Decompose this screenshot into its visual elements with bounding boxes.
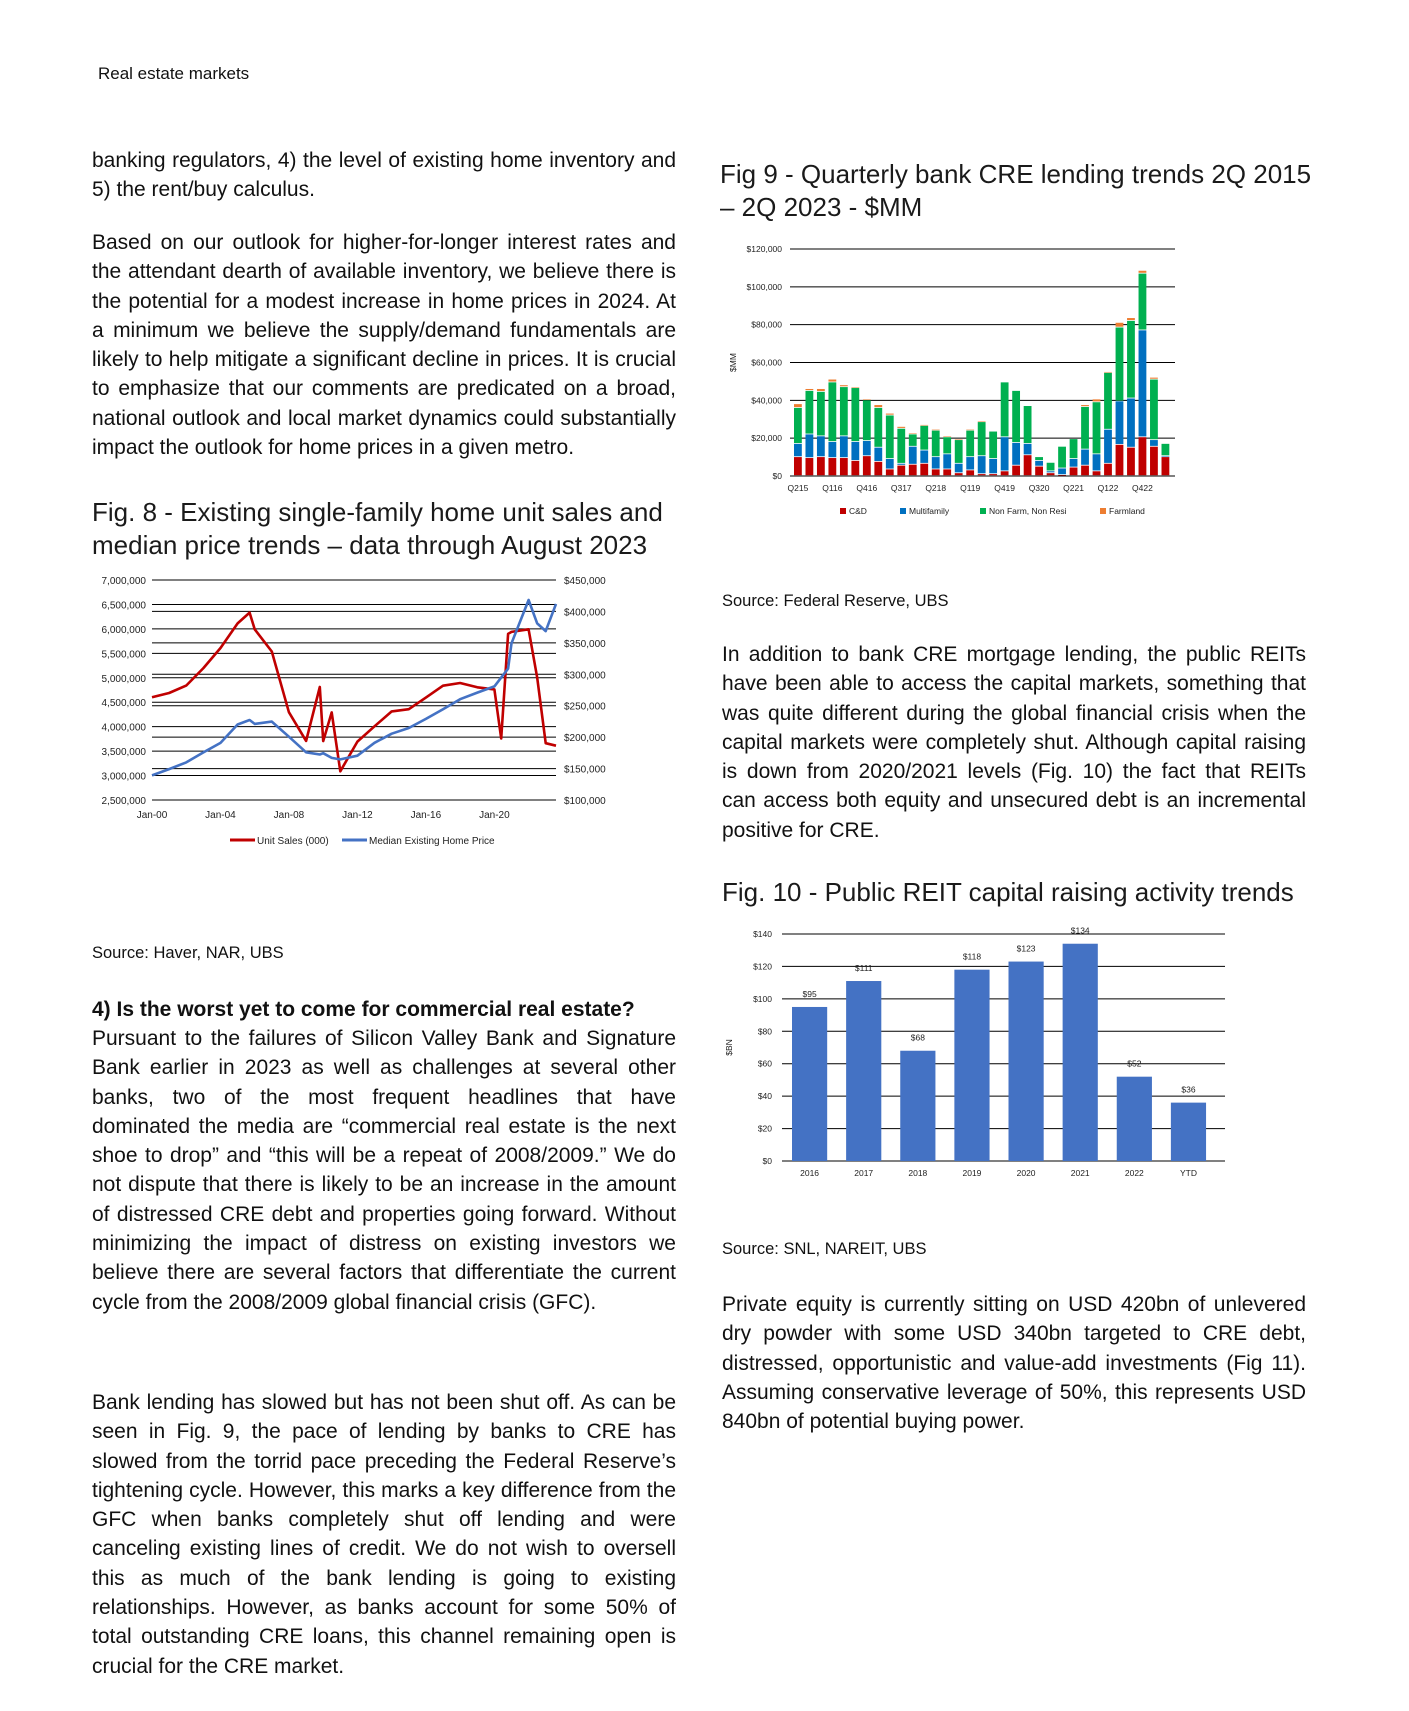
paragraph-outlook: Based on our outlook for higher-for-longer interest rates and the attendant dearth of available inventory, we believe there is the potential for a modest increase in home prices in 2024. At a minimum we believe the supply/demand fundamentals are likely to help mitigate a significant decline in prices. It is crucial to emphasize that our comments are predicated on a broad, national outlook and local market dynamics could substantially impact the outlook for home prices in a given metro.	[92, 231, 676, 460]
fig9-svg	[720, 240, 1310, 580]
bar-segment	[955, 440, 963, 463]
y-left-tick-label: 6,500,000	[101, 600, 146, 612]
bar-segment	[978, 421, 986, 422]
bar-segment	[1070, 459, 1078, 467]
bar-segment	[978, 422, 986, 455]
x-tick-label: 2022	[1124, 1168, 1144, 1178]
bar-segment	[943, 436, 951, 437]
bar-segment	[817, 392, 825, 436]
bar-segment	[1127, 448, 1135, 476]
bar-segment	[1093, 471, 1101, 475]
bar-segment	[909, 447, 917, 464]
bar-2017	[846, 981, 881, 1161]
y-axis-label: $BN	[724, 1039, 734, 1056]
fig9-source-container	[722, 592, 949, 611]
fig8-source-container	[92, 944, 284, 963]
fig8-title: Fig. 8 - Existing single-family home unit sales and median price trends – data through August 2023	[92, 497, 663, 560]
y-tick-label: $120,000	[746, 244, 782, 254]
x-tick-label: Q215	[787, 483, 809, 493]
bar-segment	[874, 405, 882, 407]
y-tick-label: $40	[757, 1091, 772, 1102]
bar-segment	[897, 466, 905, 476]
paragraph-reits-container	[722, 640, 1306, 845]
bar-segment	[1104, 464, 1112, 475]
x-tick-label: Q122	[1097, 483, 1119, 493]
bar-segment	[897, 429, 905, 463]
bar-segment	[1012, 466, 1020, 476]
x-tick-label: Jan-00	[136, 810, 168, 821]
y-right-tick-label: $150,000	[564, 764, 606, 776]
legend-label: Non Farm, Non Resi	[989, 506, 1067, 516]
bar-segment	[920, 450, 928, 462]
bar-segment	[1035, 457, 1043, 460]
x-tick-label: YTD	[1179, 1168, 1197, 1178]
bar-segment	[840, 458, 848, 475]
bar-segment	[978, 474, 986, 475]
y-tick-label: $40,000	[751, 395, 782, 406]
bar-segment	[1150, 447, 1158, 476]
paragraph-private-equity-container	[722, 1290, 1306, 1436]
bar-segment	[920, 426, 928, 450]
y-tick-label: $80	[757, 1026, 772, 1037]
legend-label-unit-sales: Unit Sales (000)	[257, 836, 329, 847]
bar-segment	[1139, 330, 1147, 436]
bar-segment	[1139, 271, 1147, 273]
bar-2018	[900, 1051, 935, 1161]
y-right-tick-label: $300,000	[564, 670, 606, 682]
bar-segment	[886, 469, 894, 475]
y-left-tick-label: 4,000,000	[101, 722, 146, 734]
legend-swatch	[980, 508, 986, 514]
fig9-title-container	[720, 158, 1320, 224]
legend-label: C&D	[849, 506, 867, 516]
x-tick-label: 2020	[1016, 1168, 1036, 1178]
bar-segment	[863, 399, 871, 400]
running-header: Real estate markets	[98, 64, 250, 83]
section-heading: 4) Is the worst yet to come for commercial real estate?	[92, 998, 635, 1021]
bar-segment	[955, 464, 963, 473]
fig8-title-container	[92, 496, 682, 562]
y-right-tick-label: $450,000	[564, 576, 606, 587]
bar-segment	[1139, 274, 1147, 330]
y-tick-label: $0	[772, 471, 782, 481]
bar-segment	[920, 425, 928, 426]
bar-segment	[1058, 447, 1066, 468]
data-label: $111	[854, 963, 873, 974]
x-tick-label: Q416	[856, 483, 878, 493]
paragraph-svb: Pursuant to the failures of Silicon Valley Bank and Signature Bank earlier in 2023 as well as challenges at several other banks, two of the most frequent headlines that have dominated the media are “commercial real estate is the next shoe to drop” and “this will be a repeat of 2008/2009.” We do not dispute that there is likely to be an increase in the amount of distressed CRE debt and properties going forward. Without minimizing the impact of distress on existing investors we believe there are several factors that differentiate the current cycle from the 2008/2009 global financial crisis (GFC).	[92, 1027, 676, 1314]
x-tick-label: Q218	[925, 483, 947, 493]
bar-segment	[1047, 471, 1055, 472]
y-right-tick-label: $200,000	[564, 733, 606, 745]
bar-segment	[1081, 450, 1089, 465]
y-left-tick-label: 4,500,000	[101, 698, 146, 710]
bar-segment	[1024, 444, 1032, 455]
bar-segment	[955, 473, 963, 475]
bar-segment	[909, 433, 917, 434]
x-tick-label: Q317	[890, 483, 912, 493]
bar-segment	[932, 430, 940, 431]
data-label: $68	[910, 1032, 925, 1043]
legend-swatch	[900, 508, 906, 514]
bar-segment	[817, 457, 825, 475]
x-tick-label: 2019	[962, 1168, 982, 1178]
bar-segment	[909, 434, 917, 445]
legend-swatch	[840, 508, 846, 514]
bar-segment	[1001, 437, 1009, 470]
bar-segment	[1127, 398, 1135, 446]
y-left-tick-label: 2,500,000	[101, 796, 146, 807]
fig10-title: Fig. 10 - Public REIT capital raising activity trends	[722, 877, 1294, 907]
bar-segment	[1070, 439, 1078, 458]
bar-segment	[863, 400, 871, 440]
bar-2021	[1063, 944, 1098, 1161]
y-tick-label: $100,000	[746, 281, 782, 292]
bar-segment	[828, 458, 836, 475]
x-tick-label: Jan-20	[479, 810, 510, 821]
data-label: $36	[1181, 1084, 1196, 1095]
y-left-tick-label: 6,000,000	[101, 624, 146, 636]
x-tick-label: Q221	[1063, 483, 1084, 493]
bar-segment	[989, 432, 997, 459]
bar-segment	[1001, 382, 1009, 436]
fig9-title: Fig 9 - Quarterly bank CRE lending trends 2Q 2015 – 2Q 2023 - $MM	[720, 159, 1312, 222]
bar-segment	[1081, 466, 1089, 476]
bar-segment	[1035, 461, 1043, 466]
bar-2019	[954, 970, 989, 1161]
fig9-source: Source: Federal Reserve, UBS	[722, 592, 949, 610]
bar-segment	[1081, 407, 1089, 449]
fig10-source: Source: SNL, NAREIT, UBS	[722, 1240, 927, 1258]
bar-segment	[966, 470, 974, 475]
bar-segment	[1150, 440, 1158, 446]
bar-segment	[966, 431, 974, 457]
legend-label: Farmland	[1109, 506, 1145, 516]
bar-segment	[828, 380, 836, 382]
y-right-tick-label: $250,000	[564, 701, 606, 713]
bar-segment	[920, 464, 928, 475]
bar-segment	[1012, 443, 1020, 465]
bar-segment	[817, 389, 825, 391]
x-tick-label: Jan-04	[205, 810, 236, 821]
legend-label: Multifamily	[909, 506, 950, 516]
data-label: $118	[962, 951, 982, 962]
bar-segment	[1104, 373, 1112, 429]
fig8-svg	[80, 572, 680, 872]
x-tick-label: Q116	[822, 483, 843, 493]
bar-segment	[1012, 391, 1020, 442]
x-tick-label: Q422	[1132, 483, 1153, 493]
x-tick-label: Q419	[994, 483, 1016, 493]
bar-segment	[1024, 455, 1032, 475]
x-tick-label: Jan-08	[273, 810, 305, 821]
bar-segment	[805, 389, 813, 390]
y-left-tick-label: 5,000,000	[101, 673, 146, 685]
bar-segment	[794, 404, 802, 407]
data-label: $123	[1016, 943, 1036, 954]
bar-segment	[1093, 454, 1101, 470]
bar-segment	[1127, 318, 1135, 320]
bar-segment	[805, 458, 813, 475]
fig10-svg	[720, 925, 1310, 1215]
bar-segment	[932, 431, 940, 457]
bar-segment	[863, 456, 871, 475]
paragraph-reits: In addition to bank CRE mortgage lending, the public REITs have been able to access the capital markets, something that was quite different during the global financial crisis when the capital markets were completely shut. Although capital raising is down from 2020/2021 levels (Fig. 10) the fact that REITs can access both equity and unsecured debt is an incremental positive for CRE.	[722, 643, 1306, 842]
bar-segment	[851, 461, 859, 475]
bar-segment	[1093, 402, 1101, 453]
x-tick-label: Q320	[1028, 483, 1050, 493]
fig10-title-container	[722, 876, 1322, 909]
bar-segment	[817, 436, 825, 456]
bar-segment	[794, 408, 802, 443]
bar-segment	[897, 464, 905, 465]
y-right-tick-label: $400,000	[564, 607, 606, 619]
bar-segment	[863, 441, 871, 455]
bar-segment	[851, 387, 859, 388]
data-label: $52	[1127, 1058, 1142, 1069]
bar-2016	[792, 1007, 827, 1161]
bar-segment	[1162, 457, 1170, 475]
y-tick-label: $100	[753, 993, 772, 1004]
fig10-source-container	[722, 1240, 927, 1259]
bar-YTD	[1171, 1103, 1206, 1161]
bar-segment	[1116, 323, 1124, 327]
bar-segment	[955, 439, 963, 440]
paragraph-bank-lending-container	[92, 1388, 676, 1681]
bar-segment	[805, 434, 813, 457]
bar-segment	[1116, 328, 1124, 401]
bar-segment	[966, 430, 974, 431]
y-left-tick-label: 3,000,000	[101, 771, 146, 783]
paragraph-outlook-container	[92, 228, 676, 462]
x-tick-label: 2016	[800, 1168, 820, 1178]
x-tick-label: Jan-16	[410, 810, 442, 821]
fig8-chart	[80, 572, 680, 872]
bar-2020	[1009, 962, 1044, 1161]
y-right-tick-label: $350,000	[564, 638, 606, 650]
legend-label-median-price: Median Existing Home Price	[369, 836, 495, 847]
x-tick-label: Jan-12	[342, 810, 373, 821]
bar-segment	[1081, 405, 1089, 406]
data-label: $134	[1070, 925, 1090, 936]
x-tick-label: 2021	[1070, 1168, 1090, 1178]
bar-segment	[1116, 445, 1124, 475]
bar-segment	[851, 442, 859, 460]
y-left-tick-label: 5,500,000	[101, 649, 146, 661]
bar-segment	[1150, 378, 1158, 379]
bar-segment	[828, 382, 836, 441]
bar-segment	[897, 427, 905, 428]
y-tick-label: $60	[757, 1058, 772, 1069]
bar-segment	[1162, 456, 1170, 457]
bar-segment	[1047, 463, 1055, 471]
y-right-tick-label: $100,000	[564, 796, 606, 807]
bar-segment	[978, 456, 986, 473]
bar-segment	[874, 448, 882, 461]
y-left-tick-label: 3,500,000	[101, 747, 146, 759]
paragraph-bank-lending: Bank lending has slowed but has not been shut off. As can be seen in Fig. 9, the pace of lending by banks to CRE has slowed from the torrid pace preceding the Federal Reserve’s tightening cycle. However, this marks a key difference from the GFC when banks completely shut off lending and were canceling existing lines of credit. We do not wish to oversell this as much of the bank lending is going to existing relationships. However, as banks account for some 50% of total outstanding CRE loans, this channel remaining open is crucial for the CRE market.	[92, 1391, 676, 1678]
bar-segment	[1093, 399, 1101, 401]
bar-segment	[932, 469, 940, 475]
y-left-tick-label: 7,000,000	[101, 576, 146, 587]
bar-segment	[886, 415, 894, 458]
bar-segment	[943, 454, 951, 468]
paragraph-inventory: banking regulators, 4) the level of existing home inventory and 5) the rent/buy calculus.	[92, 149, 676, 202]
y-tick-label: $20,000	[751, 433, 782, 444]
bar-segment	[1024, 406, 1032, 443]
y-tick-label: $120	[753, 961, 772, 972]
bar-segment	[1104, 372, 1112, 373]
y-tick-label: $140	[753, 929, 772, 939]
bar-segment	[989, 474, 997, 475]
bar-segment	[989, 459, 997, 473]
x-tick-label: 2018	[908, 1168, 928, 1178]
bar-segment	[1047, 473, 1055, 475]
bar-segment	[943, 437, 951, 453]
x-tick-label: 2017	[854, 1168, 874, 1178]
bar-segment	[932, 457, 940, 468]
bar-segment	[909, 465, 917, 476]
paragraph-private-equity: Private equity is currently sitting on USD 420bn of unlevered dry powder with some USD 340bn targeted to CRE debt, distressed, opportunistic and value-add investments (Fig 11). Assuming conservative leverage of 50%, this represents USD 840bn of potential buying power.	[722, 1293, 1306, 1434]
bar-segment	[1139, 437, 1147, 475]
bar-segment	[1150, 380, 1158, 440]
bar-segment	[1001, 471, 1009, 475]
x-tick-label: Q119	[960, 483, 981, 493]
bar-segment	[886, 414, 894, 415]
bar-segment	[828, 442, 836, 457]
y-tick-label: $80,000	[751, 319, 782, 330]
bar-segment	[874, 408, 882, 447]
section-4-container	[92, 995, 676, 1317]
fig8-source: Source: Haver, NAR, UBS	[92, 944, 284, 962]
bar-segment	[794, 457, 802, 475]
y-tick-label: $60,000	[751, 357, 782, 368]
bar-segment	[886, 459, 894, 469]
y-tick-label: $20	[757, 1123, 772, 1134]
bar-segment	[851, 388, 859, 441]
bar-segment	[966, 457, 974, 469]
bar-segment	[1162, 444, 1170, 455]
bar-segment	[1058, 475, 1066, 476]
bar-segment	[794, 444, 802, 456]
bar-segment	[840, 436, 848, 457]
fig10-chart	[720, 925, 1310, 1215]
bar-segment	[1070, 467, 1078, 475]
data-label: $95	[802, 988, 817, 999]
bar-segment	[1127, 321, 1135, 398]
fig9-chart	[720, 240, 1310, 580]
bar-segment	[943, 469, 951, 475]
bar-segment	[1104, 430, 1112, 463]
bar-segment	[805, 391, 813, 434]
y-tick-label: $0	[762, 1156, 772, 1166]
bar-2022	[1117, 1077, 1152, 1161]
bar-segment	[840, 387, 848, 435]
left-column	[92, 146, 676, 205]
bar-segment	[1116, 401, 1124, 444]
legend-swatch	[1100, 508, 1106, 514]
bar-segment	[1035, 467, 1043, 476]
bar-segment	[874, 462, 882, 475]
y-axis-label: $MM	[728, 353, 738, 372]
bar-segment	[1058, 468, 1066, 474]
bar-segment	[840, 385, 848, 386]
